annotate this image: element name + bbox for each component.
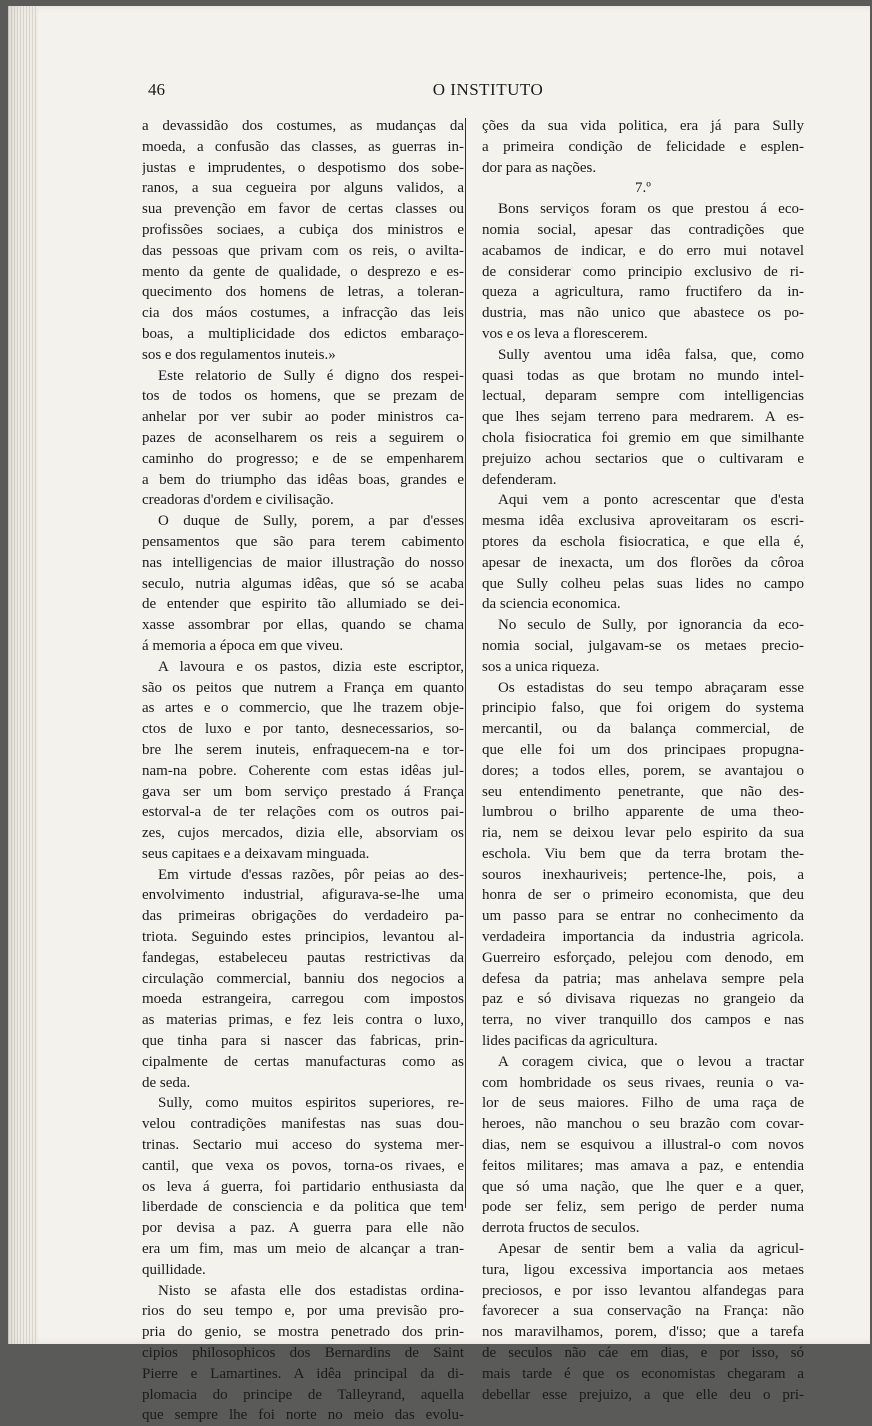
text-line: Apesar de sentir bem a valia da agricul- [498, 1241, 804, 1258]
text-line: que Sully colheu pelas suas lides no campo [482, 575, 804, 592]
text-line: fandegas, estabeleceu pautas restrictivas da [142, 949, 464, 966]
text-line: prejuizo achou sectarios que o cultivaram e [482, 450, 804, 467]
text-line: apesar de inexacta, um dos florões da côroa [482, 554, 804, 571]
text-line: feitos militares; mas amava a paz, e entendia [482, 1157, 804, 1174]
text-line: nomia social, julgavam-se os metaes precio- [482, 637, 804, 654]
text-line: dores; a todos elles, porem, se avantajou o [482, 762, 804, 779]
text-line: derrota fructos de seculos. [482, 1220, 640, 1237]
text-line: pria do genio, se mostra penetrado dos prin- [142, 1324, 464, 1341]
text-line: cipalmente de certas manufacturas como as [142, 1053, 464, 1070]
text-line: anhelar por ver subir ao poder ministros ca- [142, 409, 464, 426]
text-line: que tinha para si nascer das fabricas, prin- [142, 1033, 464, 1050]
text-line: lor de seus maiores. Filho de uma raça de [482, 1095, 804, 1112]
text-line: defenderam. [482, 471, 557, 488]
text-line: com hombridade os seus rivaes, reunia o va- [482, 1074, 804, 1091]
text-line: que elle foi um dos principaes propugna- [482, 741, 804, 758]
text-line: das primeiras obrigações do verdadeiro pa- [142, 908, 464, 925]
text-line: seculo, nutria algumas idêas, que só se acaba [142, 575, 464, 592]
text-line: são os peitos que nutrem a França em quanto [142, 679, 464, 696]
text-line: Guerreiro esforçado, pelejou com denodo, em [482, 949, 804, 966]
text-line: Bons serviços foram os que prestou á eco- [498, 201, 804, 218]
text-line: dustria, mas não unico que abastece os po- [482, 305, 804, 322]
text-line: mento da gente de qualidade, o desprezo e es- [142, 263, 464, 280]
text-line: quillidade. [142, 1261, 206, 1278]
text-line: de seda. [142, 1074, 191, 1091]
text-line: sos e dos regulamentos inuteis.» [142, 346, 336, 363]
text-line: tos de todos os homens, que se prezam de [142, 388, 464, 405]
text-line: xasse assombrar por ellas, quando se chama [142, 617, 464, 634]
text-line: nomia social, apesar das contradições que [482, 221, 804, 238]
text-line: 7.º [635, 180, 651, 197]
text-line: moeda, a confusão das classes, as guerras in- [142, 138, 464, 155]
text-line: pazes de aconselharem os reis a seguirem o [142, 429, 464, 446]
text-line: vos e os leva a florescerem. [482, 325, 648, 342]
text-line: chola fisiocratica foi gremio em que similhante [482, 429, 804, 446]
text-line: Aqui vem a ponto acrescentar que d'esta [498, 492, 804, 509]
text-line: preciosos, e por isso levantou alfandegas para [482, 1282, 804, 1299]
text-line: de entender que espirito tão allumiado se dei- [142, 596, 464, 613]
text-line: cantil, que vexa os povos, torna-os rivaes, e [142, 1157, 464, 1174]
text-line: dias, nem se esquivou a illustral-o com novos [482, 1137, 804, 1154]
text-line: favorecer a sua conservação na França: não [482, 1303, 804, 1320]
text-line: moeda estrangeira, carregou com impostos [142, 991, 464, 1008]
text-line: triota. Seguindo estes principios, levantou al- [142, 929, 464, 946]
text-line: A coragem civica, que o levou a tractar [498, 1053, 804, 1070]
text-line: dor para as nações. [482, 159, 597, 176]
book-page [8, 6, 870, 1424]
left-text-column [142, 116, 464, 1426]
text-line: debellar esse prejuizo, a que elle deu o pri- [482, 1386, 804, 1403]
text-line: de considerar como principio exclusivo de ri- [482, 263, 804, 280]
text-line: gava ser um bom serviço prestado á França [142, 783, 464, 800]
text-line: profissões sociaes, a cubiça dos ministros e [142, 221, 464, 238]
text-line: estorval-a de ter relações com os outros pai- [142, 804, 464, 821]
text-line: ctos de luxo e por tanto, desnecessarios, so- [142, 721, 464, 738]
column-divider [465, 118, 466, 1208]
text-line: ptores da eschola fisiocratica, e que ella é, [482, 533, 804, 550]
text-line: creadoras d'ordem e civilisação. [142, 492, 334, 509]
text-line: zes, cujos mercados, dizia elle, absorviam os [142, 825, 464, 842]
right-text-column [482, 116, 804, 1405]
text-line: cipios philosophicos dos Bernardins de Saint [142, 1345, 464, 1362]
text-line: Sully aventou uma idêa falsa, que, como [498, 346, 804, 363]
text-line: Nisto se afasta elle dos estadistas ordina- [158, 1282, 464, 1299]
text-line: as materias primas, e fez leis contra o luxo, [142, 1012, 464, 1029]
text-line: quasi todas as que brotam no mundo intel- [482, 367, 804, 384]
text-line: que lhes sejam terreno para medrarem. A es- [482, 409, 804, 426]
text-line: ranos, a sua cegueira por alguns validos, a [142, 180, 464, 197]
page-edge-shadow [8, 6, 38, 1344]
text-line: sos a unica riqueza. [482, 658, 600, 675]
text-line: verdadeira importancia da industria agricola. [482, 929, 804, 946]
text-line: por devisa a paz. A guerra para elle não [142, 1220, 464, 1237]
text-line: envolvimento industrial, afigurava-se-lhe uma [142, 887, 464, 904]
text-line: das pessoas que privam com os reis, o avilta- [142, 242, 464, 259]
text-line: lumbrou o brilho apparente de uma theo- [482, 804, 804, 821]
text-line: circulação commercial, banniu dos negocios a [142, 970, 464, 987]
text-line: era um fim, mas um meio de alcançar a tran- [142, 1241, 464, 1258]
text-line: Em virtude d'essas razões, pôr peias ao des- [158, 866, 464, 883]
text-line: sua prevenção em favor de certas classes ou [142, 201, 464, 218]
text-line: mercantil, ou da balança commercial, de [482, 721, 804, 738]
text-line: O duque de Sully, porem, a par d'esses [158, 513, 464, 530]
text-line: principio falso, que foi origem do systema [482, 700, 804, 717]
text-line: que só uma nação, que lhe quer e a quer, [482, 1178, 804, 1195]
text-line: trinas. Sectario mui acceso do systema mer- [142, 1137, 464, 1154]
text-line: nam-na pobre. Coherente com estas idêas jul- [142, 762, 464, 779]
text-line: seu entendimento penetrante, que não des- [482, 783, 804, 800]
text-line: justas e imprudentes, o despotismo dos sobe- [142, 159, 464, 176]
journal-title: O INSTITUTO [432, 80, 544, 99]
text-line: a primeira condição de felicidade e esplen- [482, 138, 804, 155]
text-line: Sully, como muitos espiritos superiores, re- [158, 1095, 464, 1112]
text-line: plomacia do principe de Talleyrand, aquella [142, 1386, 464, 1403]
text-line: cia dos máos costumes, a infracção das leis [142, 305, 464, 322]
text-line: souros inexhauriveis; pertence-lhe, pois, a [482, 866, 804, 883]
text-line: caminho do progresso; e de se empenharem [142, 450, 464, 467]
text-line: defesa da patria; mas anhelava sempre pela [482, 970, 804, 987]
text-line: acabamos de indicar, e do erro mui notavel [482, 242, 804, 259]
text-line: nas intelligencias de maior illustração do nosso [142, 554, 464, 571]
text-line: eschola. Viu bem que da terra brotam the- [482, 845, 804, 862]
text-line: lectual, deparam sempre com intelligencias [482, 388, 804, 405]
text-line: liberdade de consciencia e da politica que tem [142, 1199, 464, 1216]
text-line: da sciencia economica. [482, 596, 621, 613]
text-line: mesma idêa exclusiva aproveitaram os escri- [482, 513, 804, 530]
text-line: a bem do triumpho das idêas boas, grandes e [142, 471, 464, 488]
text-line: seus capitaes e a deixavam minguada. [142, 845, 370, 862]
text-line: tura, ligou excessiva importancia aos metaes [482, 1261, 804, 1278]
text-line: rios do seu tempo e, por uma previsão pro- [142, 1303, 464, 1320]
text-line: queza a agricultura, ramo fructifero da in- [482, 284, 804, 301]
text-line: a devassidão dos costumes, as mudanças da [142, 118, 464, 134]
text-line: ria, nem se deixou levar pelo espirito da sua [482, 825, 804, 842]
text-line: Os estadistas do seu tempo abraçaram esse [498, 679, 804, 696]
text-line: á memoria a época em que viveu. [142, 637, 344, 654]
text-line: No seculo de Sully, por ignorancia da eco- [498, 617, 804, 634]
text-line: velou contradições manifestas nas suas dou- [142, 1116, 464, 1133]
text-line: terra, no viver tranquillo dos campos e nas [482, 1012, 804, 1029]
text-line: que sempre lhe foi norte no meio das evolu- [142, 1407, 464, 1424]
text-line: Pierre e Lamartines. A idêa principal da di- [142, 1365, 464, 1382]
text-line: heroes, não manchou o seu brazão com covar- [482, 1116, 804, 1133]
text-line: boas, a multiplicidade dos edictos embaraço- [142, 325, 464, 342]
text-line: Este relatorio de Sully é digno dos respei- [158, 367, 464, 384]
text-line: lides pacificas da agricultura. [482, 1033, 658, 1050]
text-line: quecimento dos homens de letras, a toleran- [142, 284, 464, 301]
text-line: nos maravilhamos, porem, d'isso; que a tarefa [482, 1324, 804, 1341]
running-header [8, 80, 870, 106]
text-line: honra de ser o primeiro economista, que deu [482, 887, 804, 904]
text-line: mais tarde é que os economistas chegaram a [482, 1365, 804, 1382]
text-line: pensamentos que são para terem cabimento [142, 533, 464, 550]
page-number: 46 [148, 80, 165, 99]
text-line: bre lhe serem inuteis, enfraquecem-na e tor- [142, 741, 464, 758]
text-line: as artes e o commercio, que lhe trazem obje- [142, 700, 464, 717]
text-line: ções da sua vida politica, era já para Sully [482, 118, 804, 134]
text-line: um passo para se entrar no conhecimento da [482, 908, 804, 925]
text-line: paz e só divisava riquezas no grangeio da [482, 991, 804, 1008]
text-line: pode ser feliz, sem perigo de perder numa [482, 1199, 804, 1216]
text-line: os leva á guerra, foi partidario enthusiasta da [142, 1178, 464, 1195]
text-line: de seculos não cáe em dias, e por isso, só [482, 1345, 804, 1362]
text-line: A lavoura e os pastos, dizia este escriptor, [158, 658, 464, 675]
